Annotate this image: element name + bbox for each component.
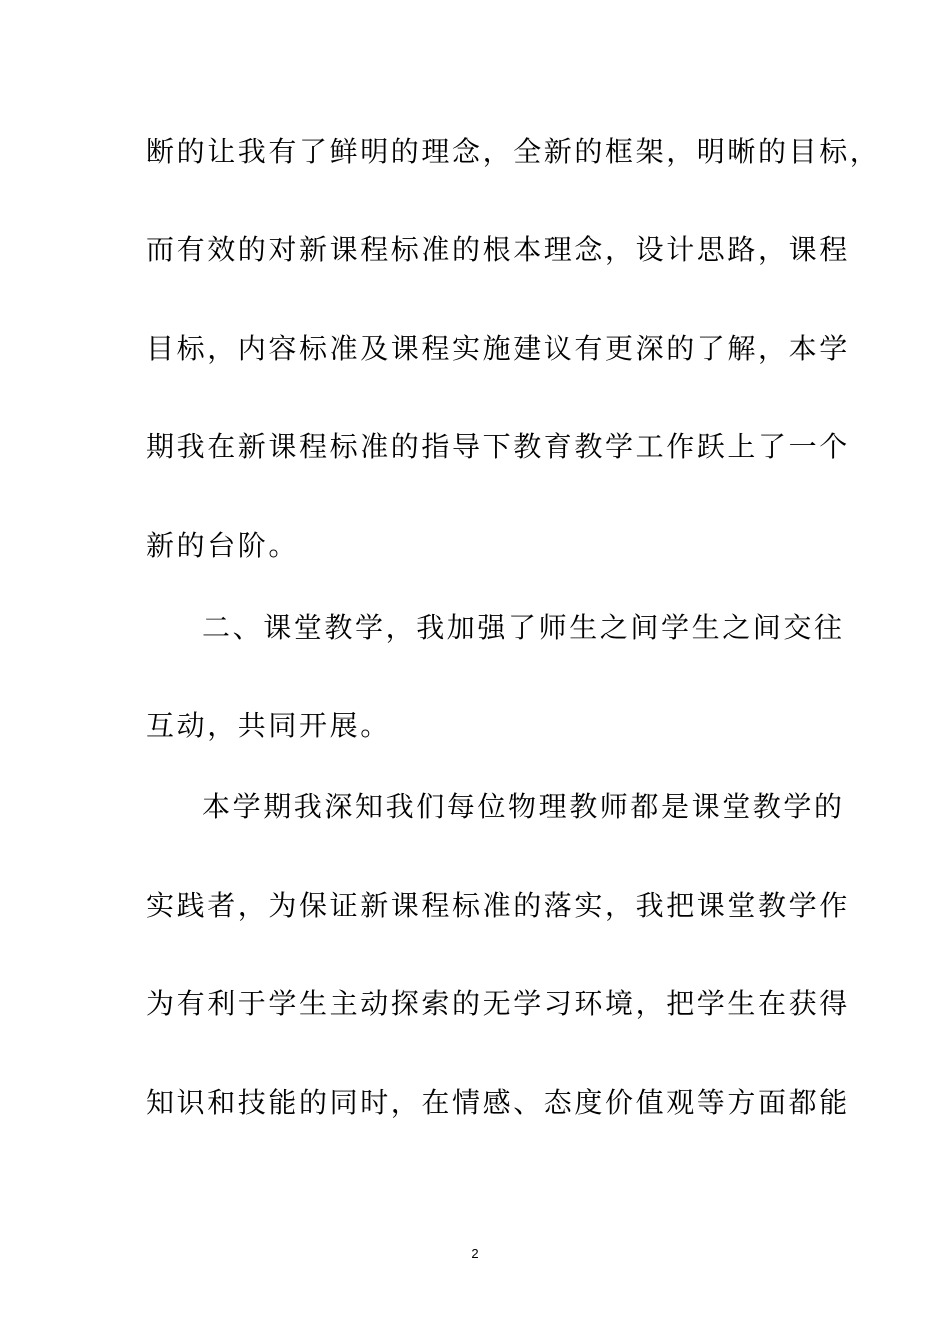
- paragraph-first-line: 本学期我深知我们每位物理教师都是课堂教学的: [202, 790, 845, 823]
- section-heading: 二、课堂教学，我加强了师生之间学生之间交往: [202, 611, 845, 644]
- text-line: 期我在新课程标准的指导下教育教学工作跃上了一个: [146, 430, 850, 463]
- text-line: 互动，共同开展。: [146, 709, 391, 742]
- text-line: 新的台阶。: [146, 529, 300, 562]
- text-line: 实践者，为保证新课程标准的落实，我把课堂教学作: [146, 889, 850, 922]
- page-number: 2: [471, 1246, 479, 1261]
- text-line: 知识和技能的同时，在情感、态度价值观等方面都能: [146, 1086, 850, 1119]
- text-line: 为有利于学生主动探索的无学习环境，把学生在获得: [146, 987, 850, 1020]
- text-line: 断的让我有了鲜明的理念，全新的框架，明晰的目标，: [146, 135, 881, 168]
- text-line: 目标，内容标准及课程实施建议有更深的了解，本学: [146, 332, 850, 365]
- text-line: 而有效的对新课程标准的根本理念，设计思路，课程: [146, 233, 850, 266]
